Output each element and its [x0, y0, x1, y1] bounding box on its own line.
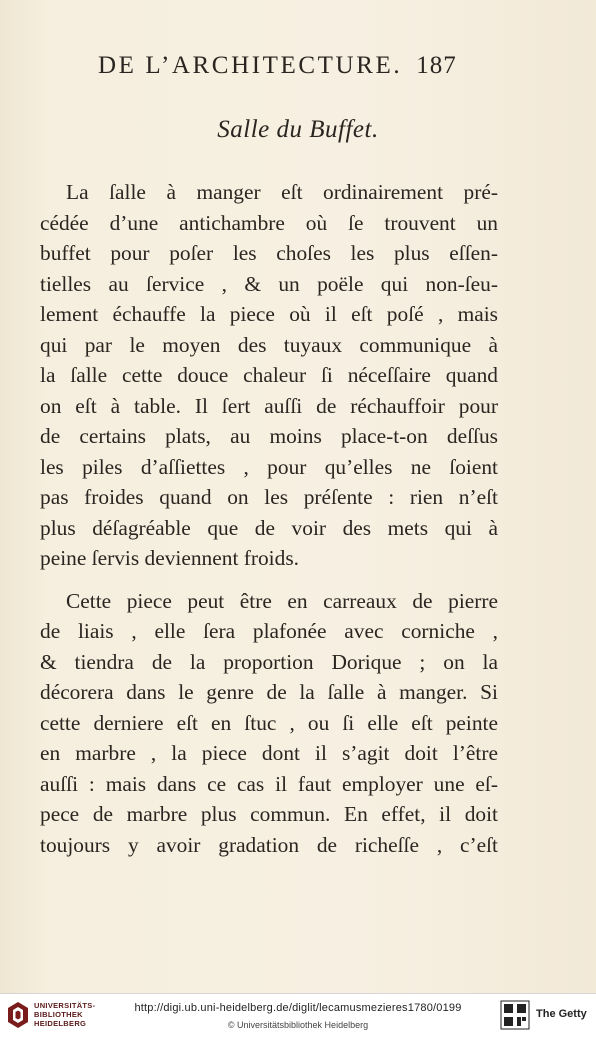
- text-line: décorera dans le genre de la ſalle à manger. Si: [40, 680, 498, 704]
- text-line: cette derniere eſt en ſtuc , ou ſi elle eſt peinte: [40, 710, 498, 735]
- text-line: pas froides quand on les préſente : rien n’eſt: [40, 485, 498, 509]
- text-line: plus déſagréable que de voir des mets qui à: [40, 515, 498, 540]
- library-name-line: HEIDELBERG: [34, 1019, 87, 1028]
- text-line: Cette piece peut être en carreaux de pierre: [66, 588, 498, 613]
- getty-logo-icon[interactable]: [500, 1000, 530, 1030]
- text-line: buffet pour poſer les choſes les plus eſſen-: [40, 241, 498, 265]
- text-line: de liais , elle ſera plafonée avec corniche ,: [40, 619, 498, 643]
- page-number: 187: [416, 52, 457, 79]
- library-name-line: UNIVERSITÄTS-: [34, 1001, 96, 1010]
- paragraph-1: [40, 177, 498, 574]
- text-line: pece de marbre plus commun. En effet, il doit: [40, 802, 498, 826]
- text-line: en marbre , la piece dont il s’agit doit l’être: [40, 741, 498, 765]
- text-line: peine ſervis deviennent froids.: [40, 546, 299, 570]
- text-line: cédée d’une antichambre où ſe trouvent un: [40, 210, 498, 235]
- viewer-footer: [0, 993, 596, 1038]
- body-text: [40, 177, 498, 860]
- permalink-url[interactable]: http://digi.ub.uni-heidelberg.de/diglit/lecamusmezieres1780/0199: [134, 1002, 462, 1014]
- text-line: la ſalle cette douce chaleur ſi néceſſaire quand: [40, 363, 498, 387]
- partner-name[interactable]: The Getty: [536, 1008, 587, 1020]
- library-name-line: BIBLIOTHEK: [34, 1010, 83, 1019]
- text-line: lement échauffe la piece où il eſt poſé , mais: [40, 302, 498, 326]
- text-line: & tiendra de la proportion Dorique ; on la: [40, 649, 498, 674]
- paragraph-gap: [40, 574, 498, 586]
- text-line: qui par le moyen des tuyaux communique à: [40, 332, 498, 357]
- text-line: La ſalle à manger eſt ordinairement pré-: [66, 180, 498, 204]
- text-line: toujours y avoir gradation de richeſſe , c’eſt: [40, 832, 498, 857]
- copyright-notice: © Universitätsbibliothek Heidelberg: [227, 1020, 369, 1030]
- text-line: les piles d’aſſiettes , pour qu’elles ne ſoient: [40, 454, 498, 479]
- running-header: [98, 52, 518, 80]
- text-line: tielles au ſervice , & un poële qui non-ſeu-: [40, 271, 498, 296]
- text-line: auſſi : mais dans ce cas il faut employer une eſ-: [40, 771, 498, 796]
- text-line: de certains plats, au moins place-t-on deſſus: [40, 424, 498, 448]
- text-line: on eſt à table. Il ſert auſſi de réchauffoir pour: [40, 393, 498, 418]
- paragraph-2: [40, 586, 498, 861]
- section-title: Salle du Buffet.: [217, 116, 379, 143]
- running-title: DE L’ARCHITECTURE.: [98, 52, 403, 79]
